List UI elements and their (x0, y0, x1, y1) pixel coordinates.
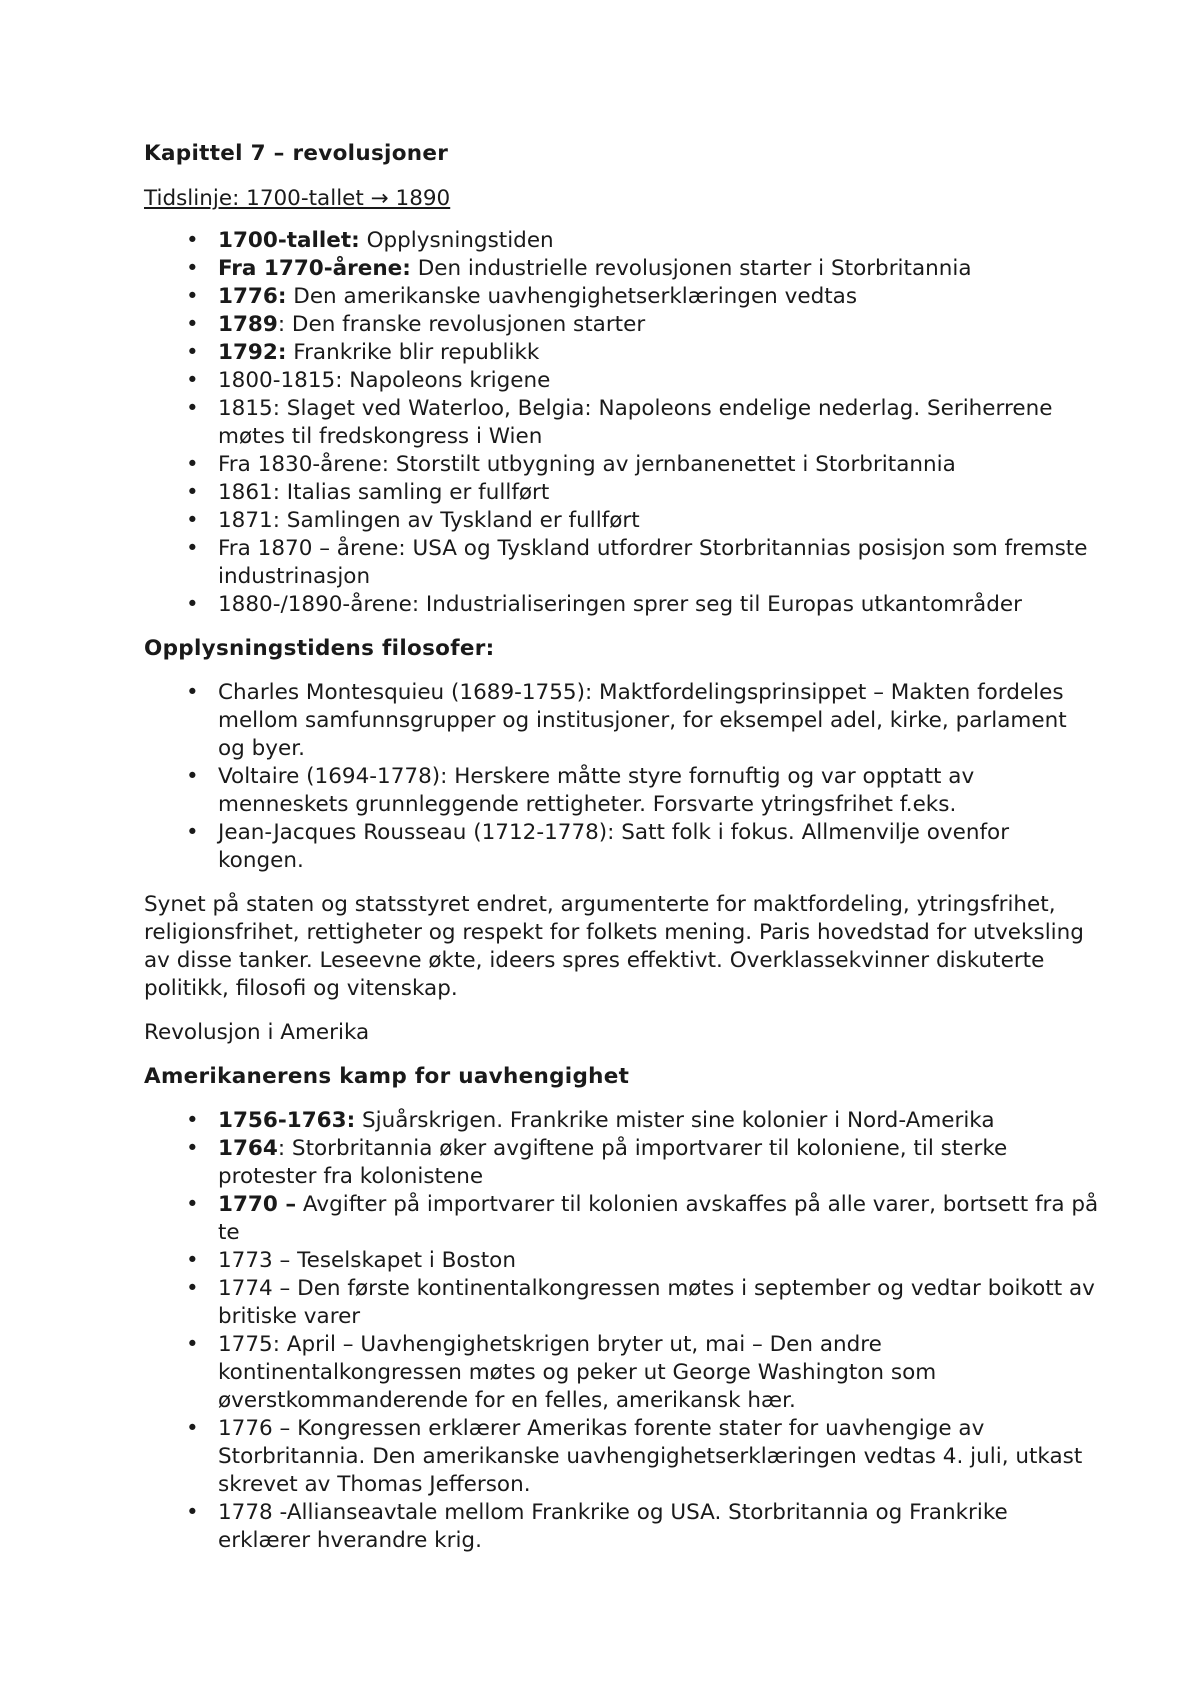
list-item-text: 1871: Samlingen av Tyskland er fullført (218, 508, 640, 533)
america-list (144, 1107, 1100, 1555)
list-item (144, 819, 1100, 875)
list-item-text: 1815: Slaget ved Waterloo, Belgia: Napoleons endelige nederlag. Seriherrene møtes til fredskongress i Wien (218, 396, 1053, 449)
list-item-date: 1792: (218, 340, 287, 365)
bullet-icon: • (186, 480, 199, 505)
bullet-icon: • (186, 764, 199, 789)
list-item-text: Fra 1830-årene: Storstilt utbygning av jernbanenettet i Storbritannia (218, 452, 956, 477)
list-item-text: 1774 – Den første kontinentalkongressen møtes i september og vedtar boikott av britiske varer (218, 1276, 1095, 1329)
body-paragraph: Synet på staten og statsstyret endret, argumenterte for maktfordeling, ytringsfrihet, religionsfrihet, rettigheter og respekt for folkets mening. Paris hovedstad for utveksling av disse tanker. Leseevne økte, ideers spres effektivt. Overklassekvinner diskuterte politikk, filosofi og vitenskap. (144, 892, 1084, 1001)
bullet-icon: • (186, 1332, 199, 1357)
list-item-date: 1756-1763: (218, 1108, 356, 1133)
timeline-label: Tidslinje: 1700-tallet → 1890 (144, 186, 451, 211)
list-item-text: Charles Montesquieu (1689-1755): Maktfordelingsprinsippet – Makten fordeles mellom samfunnsgrupper og institusjoner, for eksempel adel, kirke, parlament og byer. (218, 680, 1067, 761)
list-item-text: Sjuårskrigen. Frankrike mister sine kolonier i Nord-Amerika (355, 1108, 995, 1133)
list-item (144, 763, 1100, 819)
list-item (144, 1275, 1100, 1331)
list-item-text: 1776 – Kongressen erklærer Amerikas forente stater for uavhengige av Storbritannia. Den amerikanske uavhengighetserklæringen vedtas 4. juli, utkast skrevet av Thomas Jefferson. (218, 1416, 1083, 1497)
list-item (144, 227, 1100, 255)
list-item (144, 367, 1100, 395)
list-item-text: 1775: April – Uavhengighetskrigen bryter ut, mai – Den andre kontinentalkongressen møtes og peker ut George Washington som øverstkommanderende for en felles, amerikansk hær. (218, 1332, 937, 1413)
bullet-icon: • (186, 452, 199, 477)
bullet-icon: • (186, 228, 199, 253)
list-item (144, 339, 1100, 367)
list-item (144, 679, 1100, 763)
list-item-text: 1880-/1890-årene: Industrialiseringen sprer seg til Europas utkantområder (218, 592, 1022, 617)
bullet-icon: • (186, 284, 199, 309)
list-item (144, 255, 1100, 283)
bullet-icon: • (186, 592, 199, 617)
list-item (144, 1107, 1100, 1135)
bullet-icon: • (186, 508, 199, 533)
page-title: Kapittel 7 – revolusjoner (144, 141, 449, 166)
bullet-icon: • (186, 368, 199, 393)
list-item (144, 591, 1100, 619)
list-item-text: 1778 -Allianseavtale mellom Frankrike og USA. Storbritannia og Frankrike erklærer hverandre krig. (218, 1500, 1008, 1553)
bullet-icon: • (186, 1500, 199, 1525)
list-item (144, 1191, 1100, 1247)
list-item (144, 1415, 1100, 1499)
list-item-text: Avgifter på importvarer til kolonien avskaffes på alle varer, bortsett fra på te (218, 1192, 1099, 1245)
list-item-text: Fra 1870 – årene: USA og Tyskland utfordrer Storbritannias posisjon som fremste industrinasjon (218, 536, 1088, 589)
list-item (144, 535, 1100, 591)
philosophers-heading: Opplysningstidens filosofer: (144, 636, 495, 661)
list-item-text: : Storbritannia øker avgiftene på importvarer til koloniene, til sterke protester fra kolonistene (218, 1136, 1008, 1189)
bullet-icon: • (186, 1108, 199, 1133)
timeline-list (144, 227, 1100, 619)
bullet-icon: • (186, 820, 199, 845)
bullet-icon: • (186, 1416, 199, 1441)
list-item (144, 507, 1100, 535)
america-label: Revolusjon i Amerika (144, 1020, 370, 1045)
list-item-text: Voltaire (1694-1778): Herskere måtte styre fornuftig og var opptatt av menneskets grunnleggende rettigheter. Forsvarte ytringsfrihet f.eks. (218, 764, 975, 817)
list-item-date: 1776: (218, 284, 287, 309)
list-item-date: 1789 (218, 312, 278, 337)
list-item-date: 1770 – (218, 1192, 297, 1217)
bullet-icon: • (186, 256, 199, 281)
bullet-icon: • (186, 1192, 199, 1217)
bullet-icon: • (186, 1248, 199, 1273)
list-item-text: Opplysningstiden (359, 228, 554, 253)
list-item-text: : Den franske revolusjonen starter (277, 312, 646, 337)
list-item (144, 395, 1100, 451)
list-item (144, 1135, 1100, 1191)
list-item (144, 311, 1100, 339)
list-item-text: Frankrike blir republikk (286, 340, 540, 365)
list-item-text: Jean-Jacques Rousseau (1712-1778): Satt folk i fokus. Allmenvilje ovenfor kongen. (218, 820, 1010, 873)
list-item (144, 1331, 1100, 1415)
bullet-icon: • (186, 396, 199, 421)
list-item-text: 1861: Italias samling er fullført (218, 480, 550, 505)
list-item (144, 1247, 1100, 1275)
list-item-text: 1773 – Teselskapet i Boston (218, 1248, 516, 1273)
list-item-text: Den amerikanske uavhengighetserklæringen vedtas (286, 284, 858, 309)
bullet-icon: • (186, 1136, 199, 1161)
list-item-date: 1764 (218, 1136, 278, 1161)
list-item (144, 283, 1100, 311)
list-item (144, 451, 1100, 479)
bullet-icon: • (186, 1276, 199, 1301)
list-item-date: Fra 1770-årene: (218, 256, 411, 281)
bullet-icon: • (186, 312, 199, 337)
bullet-icon: • (186, 536, 199, 561)
list-item (144, 479, 1100, 507)
america-heading: Amerikanerens kamp for uavhengighet (144, 1064, 630, 1089)
bullet-icon: • (186, 680, 199, 705)
list-item-date: 1700-tallet: (218, 228, 360, 253)
list-item (144, 1499, 1100, 1555)
bullet-icon: • (186, 340, 199, 365)
list-item-text: Den industrielle revolusjonen starter i Storbritannia (410, 256, 972, 281)
philosophers-list (144, 679, 1100, 875)
list-item-text: 1800-1815: Napoleons krigene (218, 368, 551, 393)
